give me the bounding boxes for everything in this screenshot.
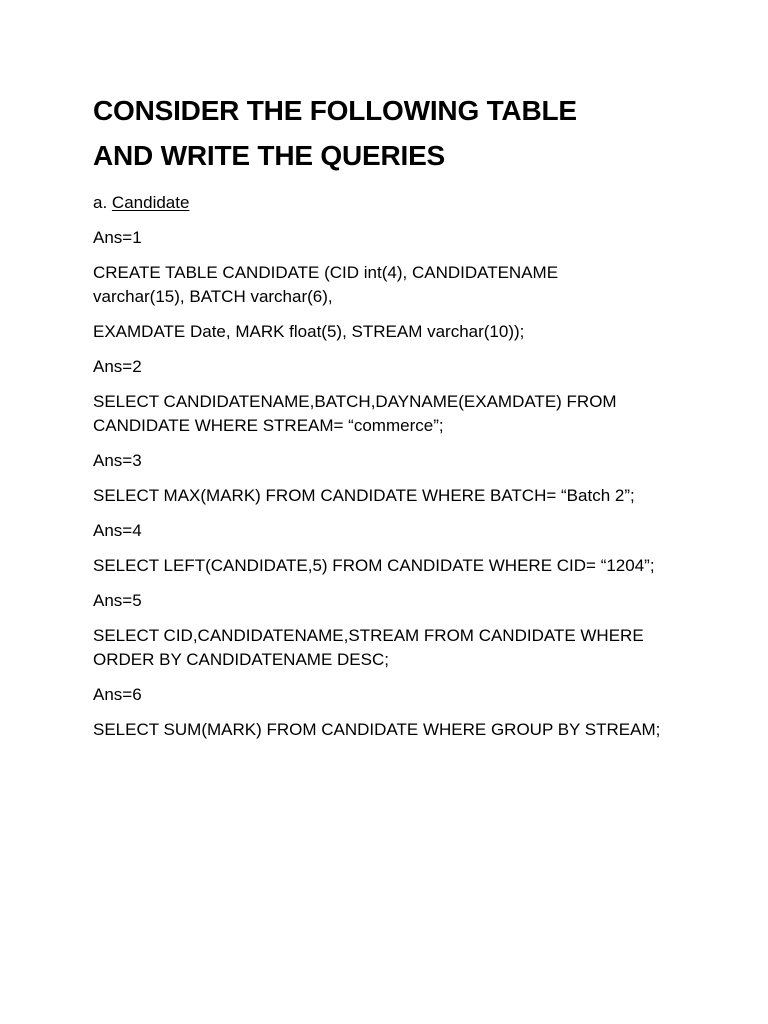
- section-heading: [93, 191, 693, 215]
- query-line: CANDIDATE WHERE STREAM= “commerce”;: [93, 416, 444, 435]
- query-line: SELECT SUM(MARK) FROM CANDIDATE WHERE GROUP BY STREAM;: [93, 720, 661, 739]
- document-title: [93, 88, 693, 178]
- query-line: SELECT MAX(MARK) FROM CANDIDATE WHERE BATCH= “Batch 2”;: [93, 486, 635, 505]
- answer-label: Ans=5: [93, 591, 142, 610]
- answer-label: Ans=3: [93, 451, 142, 470]
- answer-query: [93, 554, 693, 578]
- query-line: SELECT LEFT(CANDIDATE,5) FROM CANDIDATE WHERE CID= “1204”;: [93, 556, 655, 575]
- answer-query: [93, 261, 693, 309]
- query-line: ORDER BY CANDIDATENAME DESC;: [93, 650, 389, 669]
- query-line: SELECT CANDIDATENAME,BATCH,DAYNAME(EXAMDATE) FROM: [93, 392, 617, 411]
- query-line: EXAMDATE Date, MARK float(5), STREAM varchar(10));: [93, 322, 525, 341]
- section-prefix: a.: [93, 193, 108, 212]
- answer-label: Ans=2: [93, 357, 142, 376]
- section-name: Candidate: [111, 193, 190, 212]
- query-line: SELECT CID,CANDIDATENAME,STREAM FROM CANDIDATE WHERE: [93, 626, 644, 645]
- answer-query: [93, 624, 693, 672]
- query-line: varchar(15), BATCH varchar(6),: [93, 287, 333, 306]
- answer-query: [93, 718, 693, 742]
- answer-query: [93, 390, 693, 438]
- answer-query: [93, 484, 693, 508]
- answer-query: [93, 320, 693, 344]
- answer-label: Ans=1: [93, 228, 142, 247]
- document-page: [93, 88, 693, 742]
- answer-label: Ans=6: [93, 685, 142, 704]
- title-line: AND WRITE THE QUERIES: [93, 140, 446, 171]
- title-line: CONSIDER THE FOLLOWING TABLE: [93, 95, 577, 126]
- answer-label: Ans=4: [93, 521, 142, 540]
- query-line: CREATE TABLE CANDIDATE (CID int(4), CANDIDATENAME: [93, 263, 559, 282]
